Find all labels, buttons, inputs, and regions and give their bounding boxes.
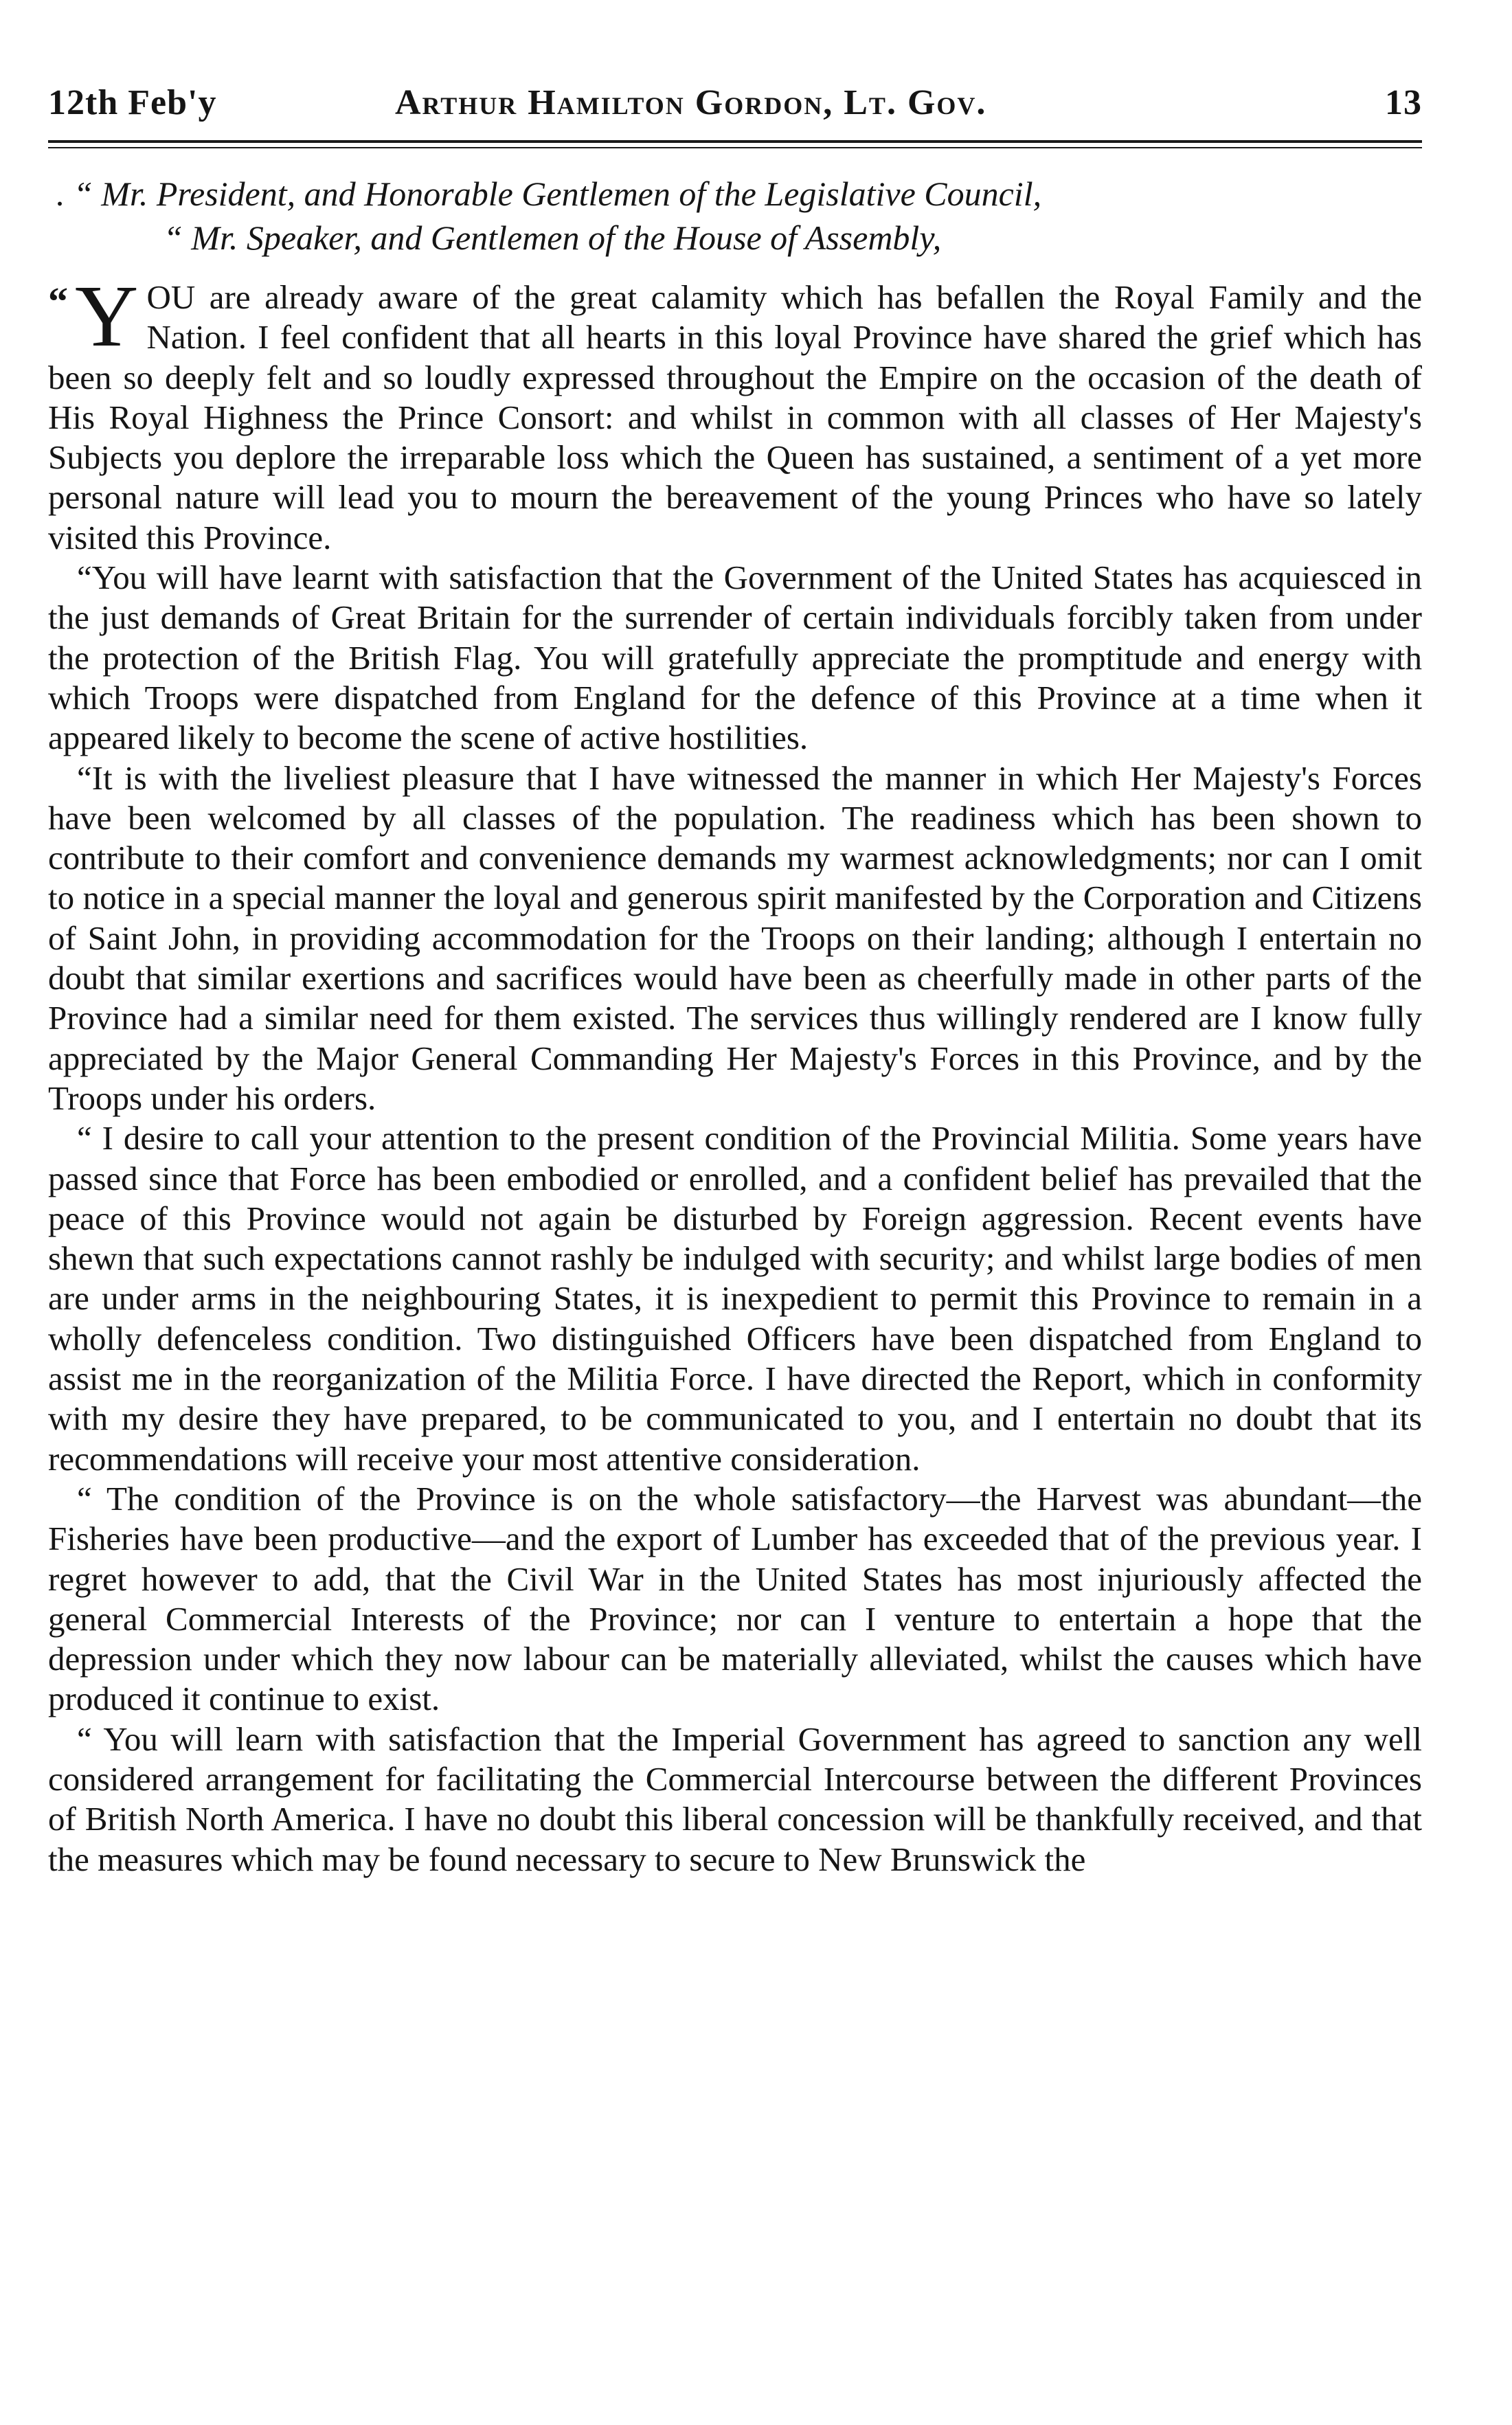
document-page [48, 76, 1422, 1880]
running-head-title: Arthur Hamilton Gordon, Lt. Gov. [395, 83, 987, 122]
paragraph-condition-of-province: “ The condition of the Province is on the whole satisfactory—the Harvest was abundant—the Fisheries have been productive—and the export of Lumber has exceeded that of the previous year. I regret however to add, that the Civil War in the United States has most injuriously affected the general Commercial Interests of the Province; nor can I venture to entertain a hope that the depression under which they now labour can be materially alleviated, whilst the causes which have produced it continue to exist. [48, 1479, 1422, 1718]
running-head [48, 76, 1422, 131]
opening-quote-mark: “ [48, 279, 68, 324]
page-number: 13 [1385, 83, 1422, 122]
salutation-house-of-assembly: “ Mr. Speaker, and Gentlemen of the House of Assembly, [163, 218, 942, 257]
paragraph-forces-welcomed: “It is with the liveliest pleasure that I have witnessed the manner in which Her Majesty's Forces have been welcomed by all classes of the population. The readiness which has been shown to contribute to their comfort and convenience demands my warmest acknowledgments; nor can I omit to notice in a special manner the loyal and generous spirit manifested by the Corporation and Citizens of Saint John, in providing accommodation for the Troops on their landing; although I entertain no doubt that similar exertions and sacrifices would have been as cheerfully made in other parts of the Province had a similar need for them existed. The services thus willingly rendered are I know fully appreciated by the Major General Commanding Her Majesty's Forces in this Province, and by the Troops under his orders. [48, 758, 1422, 1117]
salutation-legislative-council: . “ Mr. President, and Honorable Gentlemen of the Legislative Council, [56, 174, 1042, 213]
header-rule-thin [48, 147, 1422, 148]
drop-cap: Y [75, 267, 139, 365]
opening-paragraph [48, 267, 1422, 558]
speech-body [48, 267, 1422, 1880]
running-head-date: 12th Feb'y [48, 83, 217, 122]
header-rule-thick [48, 140, 1422, 143]
paragraph-commercial-intercourse: “ You will learn with satisfaction that the Imperial Government has agreed to sanction any well considered arrangement for facilitating the Commercial Intercourse between the different Provinces of British North America. I have no doubt this liberal concession will be thankfully received, and that the measures which may be found necessary to secure to New Brunswick the [48, 1719, 1422, 1878]
paragraph-provincial-militia: “ I desire to call your attention to the present condition of the Provincial Militia. Some years have passed since that Force has been embodied or enrolled, and a confident belief has prevailed that the peace of this Province would not again be disturbed by Foreign aggression. Recent events have shewn that such expectations cannot rashly be indulged with security; and whilst large bodies of men are under arms in the neighbouring States, it is inexpedient to permit this Province to remain in a wholly defenceless condition. Two distinguished Officers have been dispatched from England to assist me in the reorganization of the Militia Force. I have directed the Report, which in conformity with my desire they have prepared, to be communicated to you, and I entertain no doubt that its recommendations will receive your most attentive consideration. [48, 1119, 1422, 1478]
paragraph-government-united-states: “You will have learnt with satisfaction that the Government of the United States has acquiesced in the just demands of Great Britain for the surrender of certain individuals forcibly taken from under the protection of the British Flag. You will gratefully appreciate the promptitude and energy with which Troops were dispatched from England for the defence of this Province at a time when it appeared likely to become the scene of active hostilities. [48, 559, 1422, 757]
opening-paragraph-text: OU are already aware of the great calamity which has befallen the Royal Family and the Nation. I feel confident that all hearts in this loyal Province have shared the grief which has been so deeply felt and so loudly expressed throughout the Empire on the occasion of the death of His Royal Highness the Prince Consort: and whilst in common with all classes of Her Majesty's Subjects you deplore the irreparable loss which the Queen has sustained, a sentiment of a yet more personal nature will lead you to mourn the bereavement of the young Princes who have so lately visited this Province. [48, 278, 1422, 556]
